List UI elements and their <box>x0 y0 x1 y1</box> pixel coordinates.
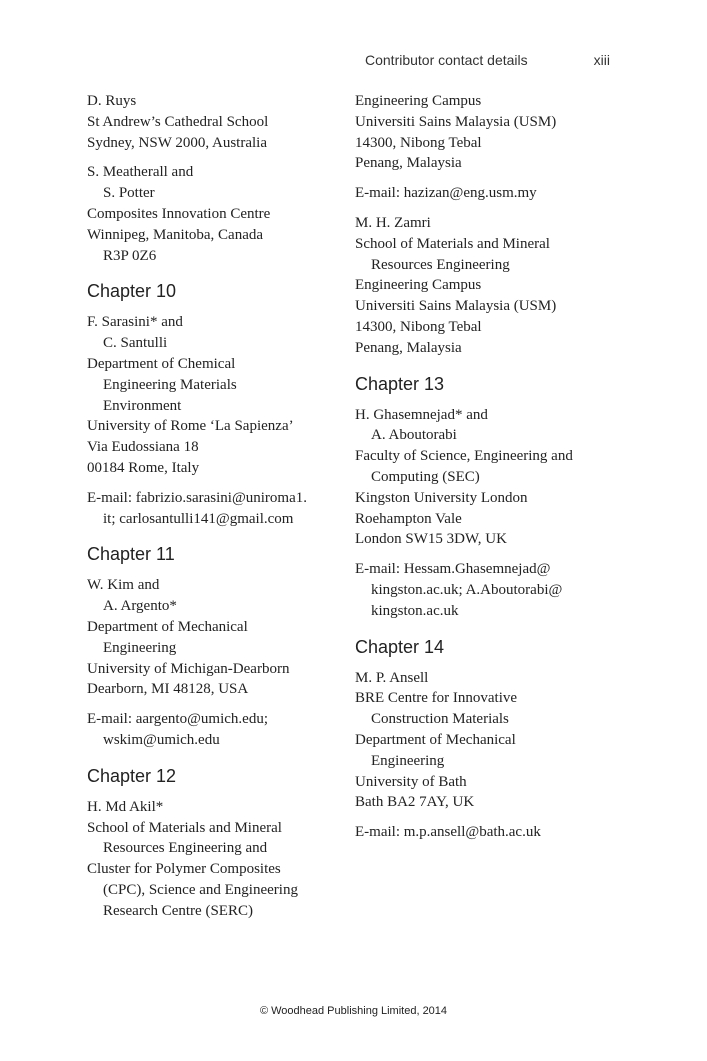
contact-line: Resources Engineering and <box>103 840 268 857</box>
contact-line: C. Santulli <box>103 335 168 352</box>
contact-line: A. Argento* <box>103 598 177 615</box>
contact-block <box>87 91 342 153</box>
contact-line: D. Ruys <box>87 93 137 109</box>
contact-block <box>355 559 620 621</box>
contact-block <box>87 797 342 922</box>
contact-line: Winnipeg, Manitoba, Canada <box>87 226 264 243</box>
contact-line: kingston.ac.uk <box>371 602 459 619</box>
contact-line: Computing (SEC) <box>371 468 480 485</box>
contact-line: Engineering Campus <box>355 277 482 294</box>
contact-line: E-mail: hazizan@eng.usm.my <box>355 185 537 202</box>
contact-line: Universiti Sains Malaysia (USM) <box>355 113 557 130</box>
contact-line: School of Materials and Mineral <box>87 819 282 836</box>
contact-line: Department of Mechanical <box>87 618 248 635</box>
contact-line: Sydney, NSW 2000, Australia <box>87 134 267 151</box>
contact-line: Universiti Sains Malaysia (USM) <box>355 298 557 315</box>
contact-line: Roehampton Vale <box>355 510 462 527</box>
contact-line: kingston.ac.uk; A.Aboutorabi@ <box>371 581 563 598</box>
chapter-heading: Chapter 13 <box>355 373 445 394</box>
contact-line: Engineering Materials <box>103 376 237 393</box>
contact-line: University of Rome ‘La Sapienza’ <box>87 418 294 435</box>
contact-line: BRE Centre for Innovative <box>355 690 518 707</box>
contact-line: Research Centre (SERC) <box>103 902 253 919</box>
contact-line: Environment <box>103 397 182 414</box>
chapter-heading: Chapter 11 <box>87 544 175 565</box>
chapter-heading: Chapter 14 <box>355 636 445 657</box>
contact-line: Department of Mechanical <box>355 731 516 748</box>
contact-line: H. Md Akil* <box>87 798 164 815</box>
contact-line: 00184 Rome, Italy <box>87 459 200 476</box>
contact-line: H. Ghasemnejad* and <box>355 406 488 423</box>
contact-line: London SW15 3DW, UK <box>355 531 507 548</box>
contact-line: Bath BA2 7AY, UK <box>355 794 475 811</box>
contact-block <box>87 575 342 700</box>
contact-line: W. Kim and <box>87 577 160 594</box>
contact-line: Penang, Malaysia <box>355 155 462 172</box>
contact-line: wskim@umich.edu <box>103 731 220 748</box>
contact-line: M. P. Ansell <box>355 669 429 686</box>
contact-line: Engineering <box>371 752 445 769</box>
contact-block <box>87 162 342 266</box>
contact-line: Faculty of Science, Engineering and <box>355 448 573 465</box>
contact-line: Department of Chemical <box>87 355 236 372</box>
contact-line: Construction Materials <box>371 711 509 728</box>
contact-line: University of Bath <box>355 773 467 790</box>
contact-line: 14300, Nibong Tebal <box>355 134 482 151</box>
page-number: xiii <box>593 52 610 68</box>
contact-line: Penang, Malaysia <box>355 339 462 356</box>
right-column <box>355 91 620 852</box>
contact-block <box>355 668 620 814</box>
contact-block <box>355 183 620 204</box>
contact-line: it; carlosantulli141@gmail.com <box>103 510 294 527</box>
contact-line: Engineering <box>103 639 177 656</box>
contact-line: A. Aboutorabi <box>371 427 457 444</box>
contact-line: E-mail: aargento@umich.edu; <box>87 711 268 728</box>
contact-block <box>355 822 620 843</box>
contact-line: Engineering Campus <box>355 93 482 109</box>
contact-line: M. H. Zamri <box>355 214 431 231</box>
contact-block <box>355 405 620 551</box>
contact-line: 14300, Nibong Tebal <box>355 318 482 335</box>
contact-block <box>355 91 620 174</box>
contact-line: S. Meatherall and <box>87 164 194 181</box>
chapter-heading: Chapter 10 <box>87 281 177 302</box>
contact-line: F. Sarasini* and <box>87 314 183 331</box>
contact-line: Resources Engineering <box>371 256 510 273</box>
contact-line: School of Materials and Mineral <box>355 235 550 252</box>
contact-line: (CPC), Science and Engineering <box>103 881 298 898</box>
contact-line: Kingston University London <box>355 489 528 506</box>
contact-line: Dearborn, MI 48128, USA <box>87 681 249 698</box>
contact-line: Cluster for Polymer Composites <box>87 861 281 878</box>
chapter-heading: Chapter 12 <box>87 765 177 786</box>
contact-block <box>87 312 342 478</box>
contact-line: R3P 0Z6 <box>103 247 157 264</box>
contact-line: S. Potter <box>103 185 155 202</box>
contact-line: E-mail: m.p.ansell@bath.ac.uk <box>355 824 541 841</box>
copyright-footer: © Woodhead Publishing Limited, 2014 <box>259 1005 448 1017</box>
left-column <box>87 91 342 931</box>
contact-block <box>87 709 342 751</box>
contact-line: E-mail: fabrizio.sarasini@uniroma1. <box>87 489 307 506</box>
contact-line: Via Eudossiana 18 <box>87 439 199 456</box>
contact-line: E-mail: Hessam.Ghasemnejad@ <box>355 561 551 578</box>
contact-line: Composites Innovation Centre <box>87 205 271 222</box>
running-header-title: Contributor contact details <box>365 52 528 68</box>
contact-line: St Andrew’s Cathedral School <box>87 113 269 130</box>
contact-block <box>87 488 342 530</box>
contact-block <box>355 213 620 359</box>
contact-line: University of Michigan-Dearborn <box>87 660 290 677</box>
